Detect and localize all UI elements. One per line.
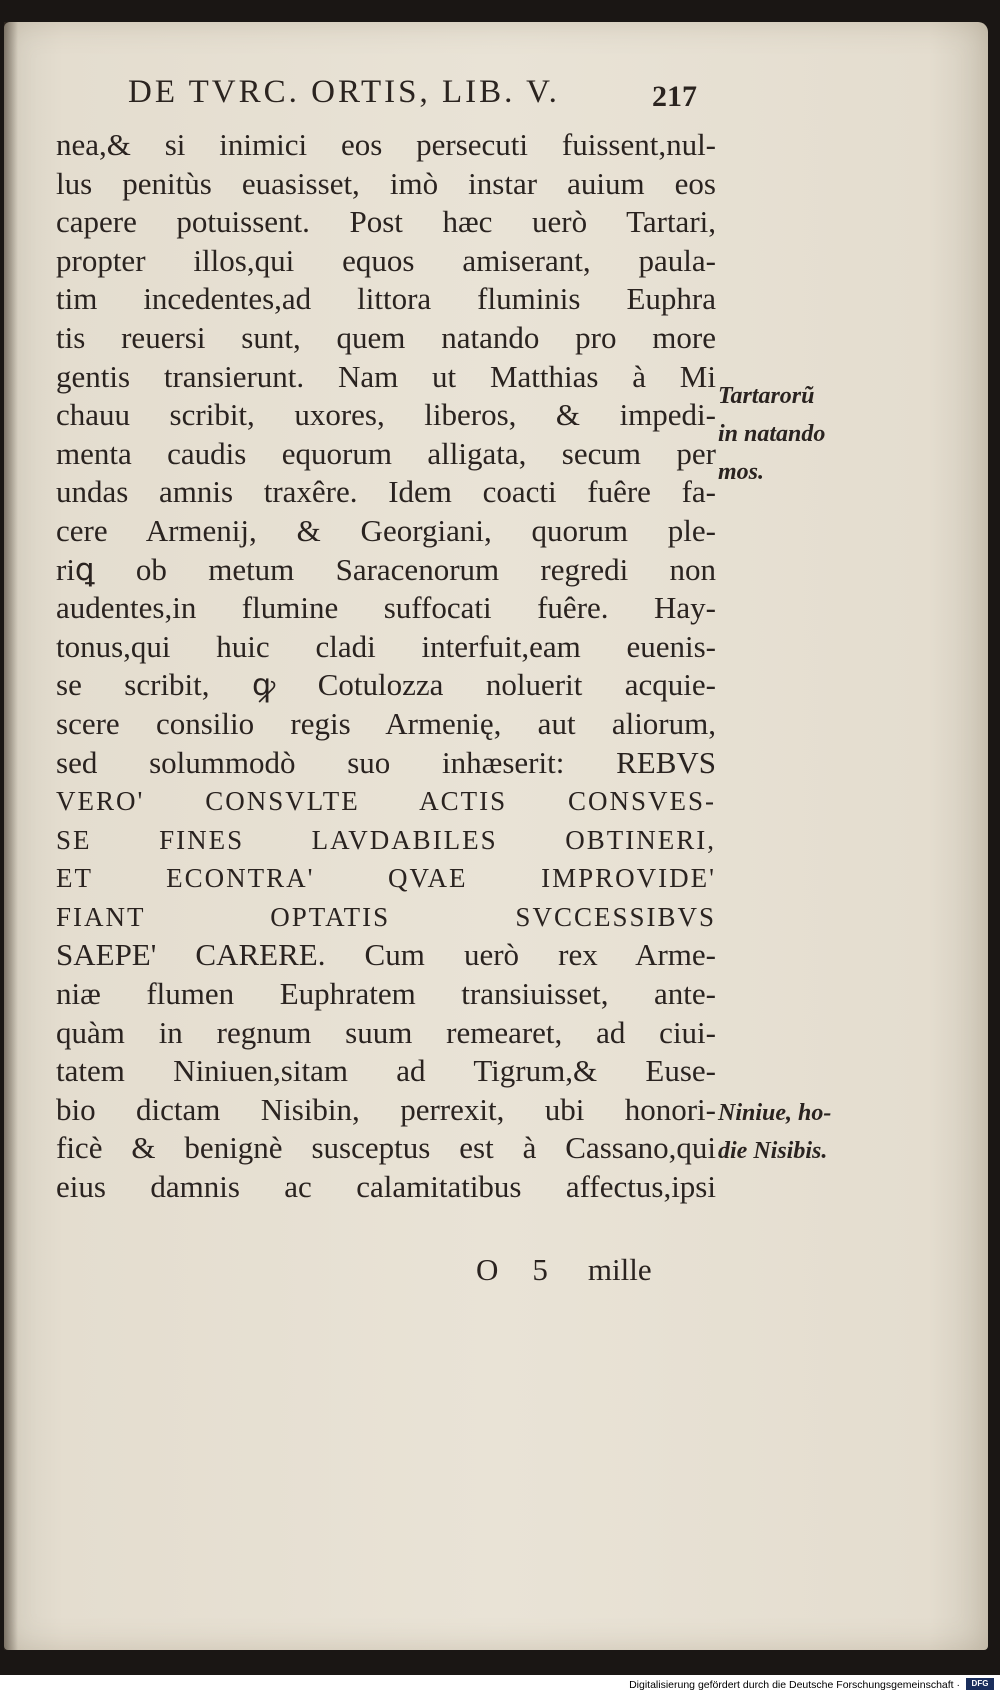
- catchword: mille: [587, 1252, 652, 1287]
- marginal-note-niniue: [718, 1094, 831, 1170]
- marginal-note-line: in natando: [718, 421, 826, 447]
- text-line: eius damnis ac calamitatibus affectus,ipsi: [56, 1169, 716, 1205]
- text-line: scere consilio regis Armenię, aut aliorum,: [56, 705, 716, 741]
- text-line: tim incedentes,ad littora fluminis Euphra: [56, 281, 716, 317]
- marginal-note-line: mos.: [718, 459, 765, 485]
- signature-number: 5: [532, 1252, 548, 1287]
- text-line: quàm in regnum suum remearet, ad ciui-: [56, 1014, 716, 1050]
- text-line: SAEPE' CARERE. Cum uerò rex Arme-: [56, 937, 716, 973]
- body-text: [56, 126, 716, 1207]
- text-line: tonus,qui huic cladi interfuit,eam euenis-: [56, 628, 716, 664]
- text-line: lus penitùs euasisset, imò instar auium eos: [56, 165, 716, 201]
- text-line: SE FINES LAVDABILES OBTINERI,: [56, 824, 716, 855]
- text-line: VERO' CONSVLTE ACTIS CONSVES-: [56, 786, 716, 817]
- page-number: 217: [652, 80, 697, 113]
- footer-bar: [0, 1675, 1000, 1693]
- marginal-note-line: Tartarorũ: [718, 383, 815, 409]
- funding-credit: Digitalisierung gefördert durch die Deutsche Forschungsgemeinschaft ·: [629, 1679, 960, 1691]
- text-line: se scribit, ꝙ Cotulozza noluerit acquie-: [56, 667, 716, 703]
- text-line: riꝗ ob metum Saracenorum regredi non: [56, 551, 716, 587]
- text-line: propter illos,qui equos amiserant, paula-: [56, 242, 716, 278]
- marginal-note-line: Niniue, ho-: [718, 1100, 832, 1126]
- dfg-logo: DFG: [966, 1678, 994, 1690]
- text-line: tis reuersi sunt, quem natando pro more: [56, 319, 716, 355]
- text-line: gentis transierunt. Nam ut Matthias à Mi: [56, 358, 716, 394]
- text-line: tatem Niniuen,sitam ad Tigrum,& Euse-: [56, 1053, 716, 1089]
- text-line: niæ flumen Euphratem transiuisset, ante-: [56, 976, 716, 1012]
- text-line: FIANT OPTATIS SVCCESSIBVS: [56, 901, 716, 932]
- text-line: sed solummodò suo inhæserit: REBVS: [56, 744, 716, 780]
- marginal-note-tartar-swimming: [718, 377, 825, 491]
- text-line: ficè & benignè susceptus est à Cassano,qui: [56, 1130, 716, 1166]
- marginal-note-line: die Nisibis.: [718, 1138, 828, 1164]
- signature-letter: O: [476, 1252, 499, 1287]
- catchword-line: [476, 1252, 716, 1288]
- text-line: bio dictam Nisibin, perrexit, ubi honori-: [56, 1091, 716, 1127]
- text-line: cere Armenij, & Georgiani, quorum ple-: [56, 512, 716, 548]
- running-head: DE TVRC. ORTIS, LIB. V.: [128, 74, 560, 110]
- text-line: nea,& si inimici eos persecuti fuissent,nul-: [56, 127, 716, 162]
- text-line: chauu scribit, uxores, liberos, & impedi-: [56, 397, 716, 433]
- binding-gutter: [4, 22, 18, 1650]
- text-line: audentes,in flumine suffocati fuêre. Hay-: [56, 590, 716, 626]
- text-line: undas amnis traxêre. Idem coacti fuêre fa-: [56, 474, 716, 510]
- text-line: capere potuissent. Post hæc uerò Tartari,: [56, 204, 716, 240]
- text-line: menta caudis equorum alligata, secum per: [56, 435, 716, 471]
- text-line: ET ECONTRA' QVAE IMPROVIDE': [56, 863, 716, 894]
